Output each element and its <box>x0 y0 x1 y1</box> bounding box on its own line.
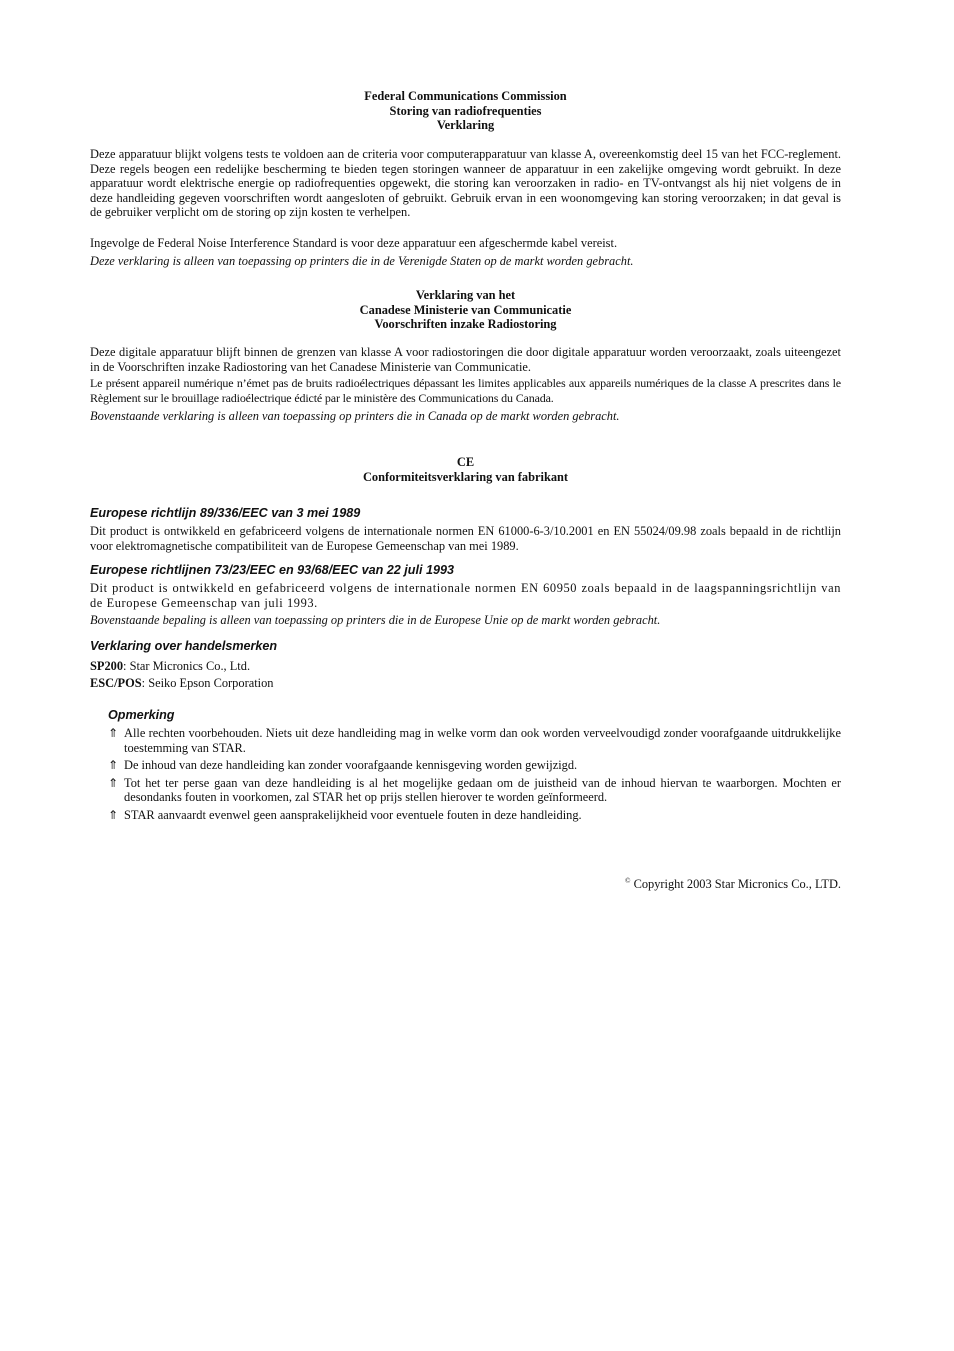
copyright-symbol: © <box>625 877 631 885</box>
copyright-notice <box>625 874 841 892</box>
copyright-text: Copyright 2003 Star Micronics Co., LTD. <box>630 877 841 892</box>
fcc-heading-line-2: Storing van radiofrequenties <box>389 103 542 118</box>
ce-section-2-title: Europese richtlijnen 73/23/EEC en 93/68/EEC van 22 juli 1993 <box>90 563 454 577</box>
canada-heading <box>90 288 841 332</box>
fcc-note: Deze verklaring is alleen van toepassing op printers die in de Verenigde Staten op de markt worden gebracht. <box>90 254 634 268</box>
list-item <box>108 726 841 755</box>
trademark-owner: : Star Micronics Co., Ltd. <box>123 659 251 673</box>
trademark-item <box>90 658 841 675</box>
fcc-paragraph-1: Deze apparatuur blijkt volgens tests te voldoen aan de criteria voor computerapparatuur van klasse A, overeenkomstig deel 15 van het FCC-reglement. Deze regels beogen een redelijke bescherming te bieden tegen storingen wanneer de apparatuur in een zakelijke omgeving wordt gebruikt. In deze apparatuur wordt elektrische energie op radiofrequenties opgewekt, die storing kan veroorzaken in radio- en TV-ontvangst als hij niet volgens de in deze handleiding gegeven voorschriften wordt aangesloten of gebruikt. Gebruik ervan in een woonomgeving kan storing veroorzaken; in dat geval is de gebruiker verplicht om de storing op zijn kosten te verhelpen. <box>90 147 841 219</box>
list-item-text: Tot het ter perse gaan van deze handleiding is al het mogelijke gedaan om de juistheid van de inhoud hiervan te waarborgen. Mochten er desondanks fouten in voorkomen, zal STAR het op prijs stellen hierover te worden geïnformeerd. <box>124 775 841 804</box>
trademark-owner: : Seiko Epson Corporation <box>141 676 274 690</box>
list-item <box>108 808 841 823</box>
canada-heading-line-2: Canadese Ministerie van Communicatie <box>359 302 572 317</box>
arrow-up-icon: ⇑ <box>108 726 119 740</box>
ce-section-2-text: Dit product is ontwikkeld en gefabriceerd volgens de internationale normen EN 60950 zoals bepaald in de laagspanningsrichtlijn van de Europese Gemeenschap van juli 1993. <box>90 581 841 610</box>
trademarks-title: Verklaring over handelsmerken <box>90 639 278 653</box>
ce-section-1-text: Dit product is ontwikkeld en gefabriceerd volgens de internationale normen EN 61000-6-3/10.2001 en EN 55024/09.98 zoals bepaald in de richtlijn voor elektromagnetische compatibiliteit van de Europese Gemeenschap van mei 1989. <box>90 524 841 553</box>
arrow-up-icon: ⇑ <box>108 807 119 822</box>
canada-paragraph-2-french: Le présent appareil numérique n’émet pas de bruits radioélectriques dépassant les limites applicables aux appareils numériques de la classe A prescrites dans le Règlement sur le brouillage radioélectrique édicté par le ministère des Communications du Canada. <box>90 376 841 405</box>
canada-heading-line-1: Verklaring van het <box>415 288 516 302</box>
ce-heading-line-2: Conformiteitsverklaring van fabrikant <box>362 469 569 484</box>
ce-section-1-title: Europese richtlijn 89/336/EEC van 3 mei 1989 <box>90 506 361 520</box>
fcc-paragraph-2: Ingevolge de Federal Noise Interference Standard is voor deze apparatuur een afgeschermde kabel vereist. <box>90 236 618 250</box>
trademark-name: SP200 <box>90 659 124 673</box>
fcc-heading <box>90 89 841 133</box>
arrow-up-icon: ⇑ <box>108 775 119 790</box>
canada-note: Bovenstaande verklaring is alleen van toepassing op printers die in Canada op de markt worden gebracht. <box>90 409 620 423</box>
fcc-heading-line-1: Federal Communications Commission <box>364 89 567 103</box>
ce-heading <box>90 455 841 484</box>
list-item <box>108 776 841 805</box>
remarks-title: Opmerking <box>108 708 175 722</box>
arrow-up-icon: ⇑ <box>108 758 119 772</box>
fcc-heading-line-3: Verklaring <box>436 118 495 132</box>
ce-heading-line-1: CE <box>456 455 475 469</box>
remarks-list <box>108 726 841 822</box>
canada-heading-line-3: Voorschriften inzake Radiostoring <box>374 317 557 331</box>
list-item-text: STAR aanvaardt evenwel geen aansprakelijkheid voor eventuele fouten in deze handleiding. <box>124 807 582 822</box>
trademark-item <box>90 675 841 692</box>
list-item-text: Alle rechten voorbehouden. Niets uit deze handleiding mag in welke vorm dan ook worden verveelvoudigd zonder voorafgaande uitdrukkelijke toestemming van STAR. <box>124 726 841 755</box>
ce-note: Bovenstaande bepaling is alleen van toepassing op printers die in de Europese Unie op de markt worden gebracht. <box>90 613 661 627</box>
trademark-name: ESC/POS <box>90 676 142 690</box>
trademarks-list <box>90 658 841 692</box>
list-item <box>108 758 841 773</box>
canada-paragraph-1: Deze digitale apparatuur blijft binnen de grenzen van klasse A voor radiostoringen die door digitale apparatuur worden veroorzaakt, zoals uiteengezet in de Voorschriften inzake Radiostoring van het Canadese Ministerie van Communicatie. <box>90 345 841 374</box>
list-item-text: De inhoud van deze handleiding kan zonder voorafgaande kennisgeving worden gewijzigd. <box>124 758 578 772</box>
